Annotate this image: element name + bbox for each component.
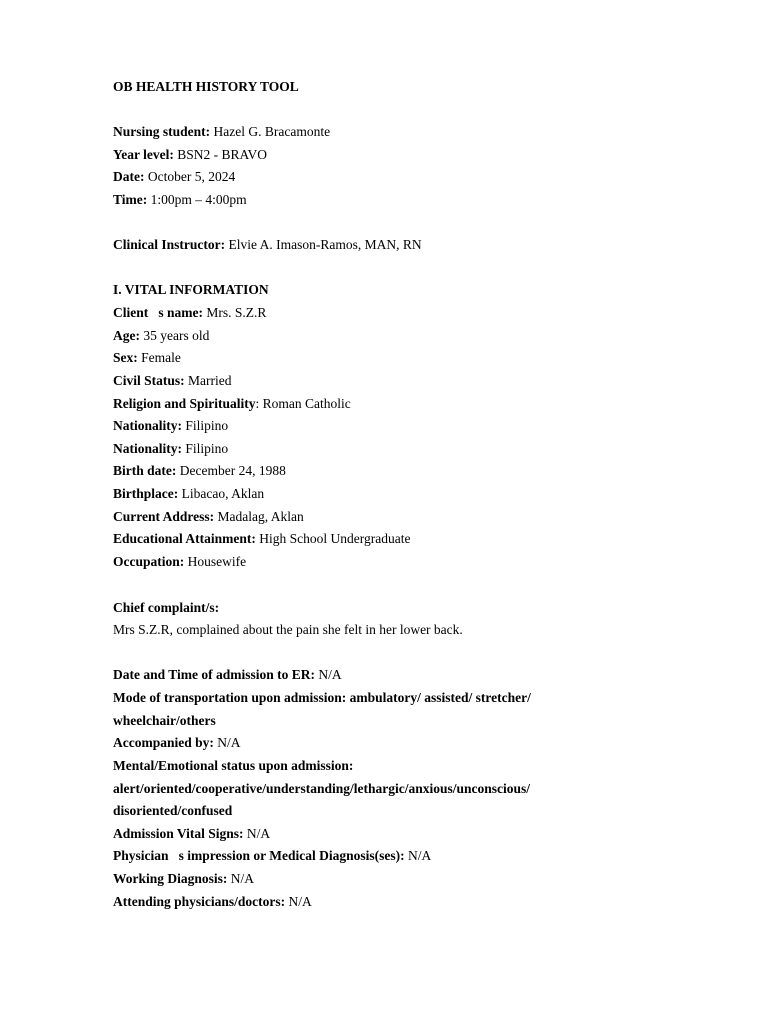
client-name-row [113, 305, 266, 321]
field-value: Housewife [187, 554, 247, 569]
time-row [113, 192, 247, 208]
year-level-row [113, 147, 267, 163]
field-value: Madalag, Aklan [217, 509, 304, 524]
nursing-student-row [113, 124, 330, 140]
field-value: N/A [246, 826, 271, 841]
chief-complaint-text: Mrs S.Z.R, complained about the pain she felt in her lower back. [113, 622, 463, 637]
current-address-row [113, 509, 304, 525]
field-value: Female [141, 350, 181, 365]
field-value: October 5, 2024 [147, 169, 236, 184]
nationality-row [113, 418, 228, 434]
field-label: Working Diagnosis: [113, 871, 228, 886]
accompanied-by-row [113, 735, 241, 751]
educational-attainment-row [113, 531, 410, 547]
field-value: N/A [288, 894, 312, 909]
field-label: Occupation: [113, 554, 185, 569]
field-value: December 24, 1988 [179, 463, 286, 478]
field-value: Hazel G. Bracamonte [213, 124, 331, 139]
occupation-row [113, 554, 246, 570]
field-label: Clinical Instructor: [113, 237, 226, 252]
field-label: Birth date: [113, 463, 177, 478]
field-value: High School Undergraduate [259, 531, 411, 546]
physician-impression-row [113, 848, 431, 864]
nationality-row [113, 441, 228, 457]
field-value: N/A [230, 871, 255, 886]
field-label: Civil Status: [113, 373, 185, 388]
date-row [113, 169, 235, 185]
field-label: Attending physicians/doctors: [113, 894, 286, 909]
mental-status-line: Mental/Emotional status upon admission: [113, 758, 354, 773]
field-value: N/A [318, 667, 342, 682]
mental-status-line: alert/oriented/cooperative/understanding/lethargic/anxious/unconscious/ [113, 781, 531, 796]
field-label: Date and Time of admission to ER: [113, 667, 316, 682]
birth-date-row [113, 463, 286, 479]
field-value: Filipino [185, 441, 229, 456]
field-label: Accompanied by: [113, 735, 214, 750]
field-value: 35 years old [143, 328, 210, 343]
field-label: Nationality: [113, 418, 182, 433]
clinical-instructor-row [113, 237, 422, 253]
religion-row [113, 396, 351, 412]
field-label: Religion and Spirituality [113, 396, 256, 411]
attending-physicians-row [113, 894, 312, 910]
field-label: Admission Vital Signs: [113, 826, 244, 841]
field-value: N/A [217, 735, 241, 750]
age-row [113, 328, 209, 344]
admission-vital-signs-row [113, 826, 270, 842]
field-label: Age: [113, 328, 140, 343]
field-value: Libacao, Aklan [181, 486, 265, 501]
field-label: Educational Attainment: [113, 531, 256, 546]
field-value: Mrs. S.Z.R [206, 305, 267, 320]
transportation-mode-line: wheelchair/others [113, 713, 216, 728]
field-label: Nursing student: [113, 124, 211, 139]
field-value: Filipino [185, 418, 229, 433]
working-diagnosis-row [113, 871, 254, 887]
field-value: Married [188, 373, 232, 388]
mental-status-line: disoriented/confused [113, 803, 233, 818]
field-value: : Roman Catholic [255, 396, 351, 411]
admission-datetime-row [113, 667, 342, 683]
birthplace-row [113, 486, 264, 502]
field-value: BSN2 - BRAVO [177, 147, 268, 162]
field-value: N/A [408, 848, 432, 863]
field-label: Birthplace: [113, 486, 179, 501]
field-label: Physician s impression or Medical Diagnosis(ses): [113, 848, 405, 863]
field-label: Year level: [113, 147, 174, 162]
field-label: Date: [113, 169, 145, 184]
field-label: Time: [113, 192, 148, 207]
field-label: Current Address: [113, 509, 215, 524]
transportation-mode-line: Mode of transportation upon admission: ambulatory/ assisted/ stretcher/ [113, 690, 531, 705]
document-title: OB HEALTH HISTORY TOOL [113, 79, 299, 94]
field-value: Elvie A. Imason-Ramos, MAN, RN [228, 237, 422, 252]
chief-complaint-heading: Chief complaint/s: [113, 600, 220, 615]
civil-status-row [113, 373, 232, 389]
field-label: Sex: [113, 350, 138, 365]
field-label: Nationality: [113, 441, 182, 456]
vital-information-heading: I. VITAL INFORMATION [113, 282, 269, 297]
field-label: Client s name: [113, 305, 203, 320]
field-value: 1:00pm – 4:00pm [150, 192, 247, 207]
sex-row [113, 350, 181, 366]
